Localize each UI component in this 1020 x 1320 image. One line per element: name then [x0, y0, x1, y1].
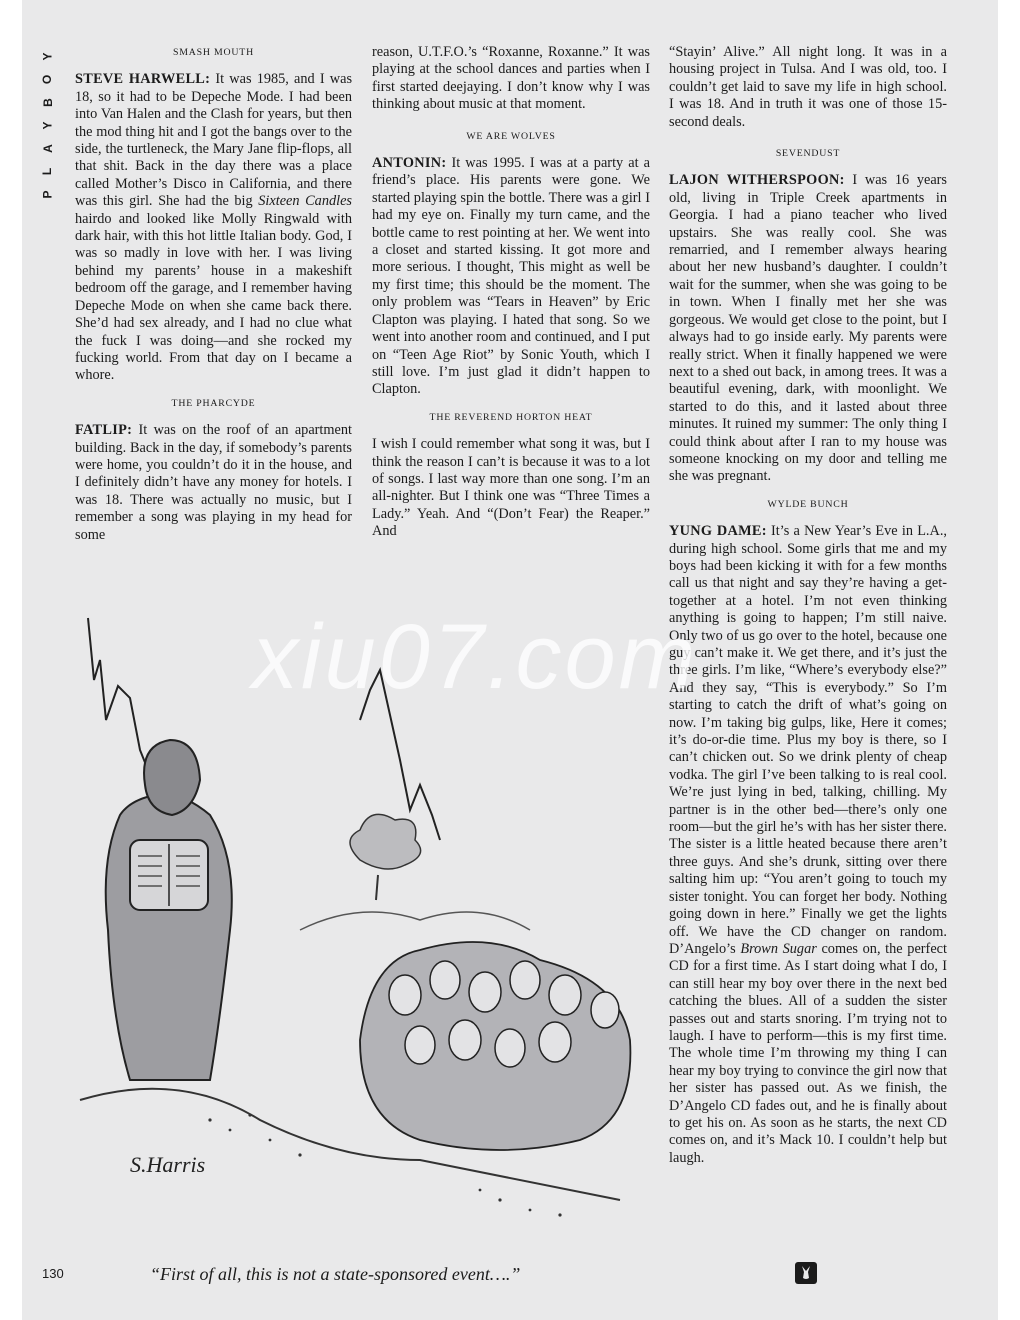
speaker-name: YUNG DAME:	[669, 523, 767, 540]
watermark: xiu07.com	[252, 606, 699, 708]
title-letter: L	[40, 165, 55, 176]
answer-text: It was 1985, and I was 18, so it had to be Depeche Mode. I had been into Van Halen and the Clash for years, but then the mod thing hit and I got the bangs over to the side, the turtleneck, the Mary Jane flip-flops, all that shit. Back in the day there was a place called Mother’s Disco in California, and there was this girl. She had the big	[75, 71, 353, 210]
band-heading-horton-heat: THE REVEREND HORTON HEAT	[429, 411, 593, 423]
interview-answer	[372, 155, 650, 399]
interview-answer	[75, 422, 352, 544]
title-letter: P	[40, 188, 55, 199]
band-heading-we-are-wolves: WE ARE WOLVES	[466, 130, 556, 142]
interview-answer: I wish I could remember what song it was, but I think the reason I can’t is because it was to a lot of songs. I last way more than one song. I’m an all-nighter. But I think one was “Three Times a Lady.” Yeah. And “(Don’t Fear) the Reaper.” And	[372, 436, 650, 540]
speaker-name: LAJON WITHERSPOON:	[669, 172, 845, 189]
text-column-2	[372, 40, 650, 541]
tree-trunk	[376, 875, 378, 900]
title-letter: O	[40, 72, 55, 85]
title-letter: B	[40, 96, 55, 107]
rabbit-head-icon	[795, 1262, 817, 1284]
interview-answer	[669, 523, 947, 1167]
cartoon-illustration	[60, 600, 660, 1260]
title-letter: Y	[40, 50, 55, 61]
band-heading-wylde-bunch: WYLDE BUNCH	[767, 498, 849, 510]
answer-text: hairdo and looked like Molly Ringwald with dark hair, with this hot little Italian body. God, I was so madly in love with her. I was living behind my parents’ house in a makeshift bedroom off the garage, and I remember having Depeche Mode on when she came back there. She’d had sex already, and I had no clue what the fuck I was doing—and she rocked my fucking world. From that day on I became a whore.	[75, 210, 352, 384]
answer-text: comes on, the perfect CD for a first time. As I start doing what I do, I can still hear my boy over there in the next bed catching the blues. All of a sudden the sister passes out and starts snoring. I’m trying not to laugh. I have to perform—this is my first time. The whole time I’m throwing my thing I can hear my boy trying to convince the girl now that her sister has passed out. As we finish, the D’Angelo CD fades out, and he is finally about to get his on. As soon as he starts, the next CD comes on, and it’s Mack 10. I couldn’t help but laugh.	[669, 940, 947, 1166]
italic-title: Brown Sugar	[740, 940, 817, 957]
answer-text: It was 1995. I was at a party at a friend’s place. His parents were gone. We started playing spin the bottle. There was a girl I had my eye on. Finally my turn came, and the bottle came to rest pointing at her. We went into a closet and started kissing. It got more and more serious. I thought, This might as well be my first time; this should be the moment. The only problem was “Tears in Heaven” by Eric Clapton was playing. I hated that song. So we went into another room and continued, and I put on “Teen Age Riot” by Sonic Youth, which I still love. I’m just glad it didn’t happen to Clapton.	[372, 155, 650, 398]
cartoon-caption: “First of all, this is not a state-sponsored event….”	[150, 1264, 521, 1284]
speaker-name: FATLIP:	[75, 422, 133, 439]
right-cliff-line	[360, 670, 440, 840]
title-letter: Y	[40, 119, 55, 130]
continued-text: reason, U.T.F.O.’s “Roxanne, Roxanne.” It was playing at the school dances and parties when I first started deejaying. I don’t know why I was thinking about music at that moment.	[372, 44, 650, 113]
page-number: 130	[42, 1266, 64, 1281]
band-heading-pharcyde: THE PHARCYDE	[171, 397, 256, 409]
band-heading-smash-mouth: SMASH MOUTH	[173, 47, 254, 58]
title-letter: A	[40, 142, 55, 153]
tree	[350, 814, 421, 869]
answer-text: I was 16 years old, living in Triple Creek apartments in Georgia. I had a piano teacher who lived upstairs. She was really cool. She was remarried, and I remember always hearing about her new husband’s daughter. I couldn’t wait for the summer, when she was going to be in town. When I finally met her she was gorgeous. We would get close to the point, but I always had to go inside early. My parents were really strict. When it finally happened we were next to a shed out back, in among trees. It was a beautiful evening, dark, with moonlight. We started to do this, and it lasted about three minutes. It ruined my summer: The only thing I could think about after I ran to my house was someone knocking on my door and telling me she was pregnant.	[669, 172, 947, 485]
text-column-3	[669, 40, 947, 1167]
artist-signature: S.Harris	[130, 1152, 206, 1177]
answer-text: It’s a New Year’s Eve in L.A., during high school. Some girls that me and my boys had been kicking it with for a few months call us that night and say they’re having a get-together at a hotel. I’m not even thinking anything is going to happen; I’m still naive. Only two of us go over to the hotel, because one guy can’t make it. We get there, and it’s just the three girls. I’m like, “Where’s everybody else?” And they say, “This is everybody.” So I’m starting to catch the drift of what’s going on now. I’m taking big gulps, like, Here it comes; it’s do-or-die time. Plus my boy is there, so I can’t chicken out. So we drink plenty of cheap vodka. The girl I’ve been talking to is real cool. We’re just lying in bed, talking, chilling. My partner is in the other bed—there’s only one room—but the girl he’s with has her sister there. The sister is a little heated because there aren’t three guys. And she’s drunk, sitting over there salting him up: “You aren’t going to touch my sister tonight. You can forget her body. Nothing going down in here.” Finally we get the lights off. We have the CD changer on random. D’Angelo’s	[669, 523, 947, 957]
magazine-page	[22, 0, 998, 1320]
band-heading-sevendust: SEVENDUST	[775, 148, 841, 160]
distant-ridge	[300, 912, 530, 930]
text-column-1	[75, 40, 352, 544]
interview-answer	[75, 71, 352, 384]
speaker-name: ANTONIN:	[372, 155, 447, 172]
moses-robe	[106, 794, 232, 1080]
continued-text: “Stayin’ Alive.” All night long. It was in a housing project in Tulsa. And I was old, too. I couldn’t get laid to save my life in high school. I was 18. And in truth it was one of those 15-second deals.	[669, 44, 947, 130]
italic-title: Sixteen Candles	[258, 193, 352, 210]
speaker-name: STEVE HARWELL:	[75, 71, 211, 88]
interview-answer	[669, 172, 947, 485]
answer-text: It was on the roof of an apartment building. Back in the day, if somebody’s parents were home, you couldn’t do it in the house, and I definitely didn’t have any money for hotels. I was 18. There was actually no music, but I remember a song was playing in my head for some	[75, 422, 352, 543]
magazine-title-vertical	[36, 44, 60, 205]
